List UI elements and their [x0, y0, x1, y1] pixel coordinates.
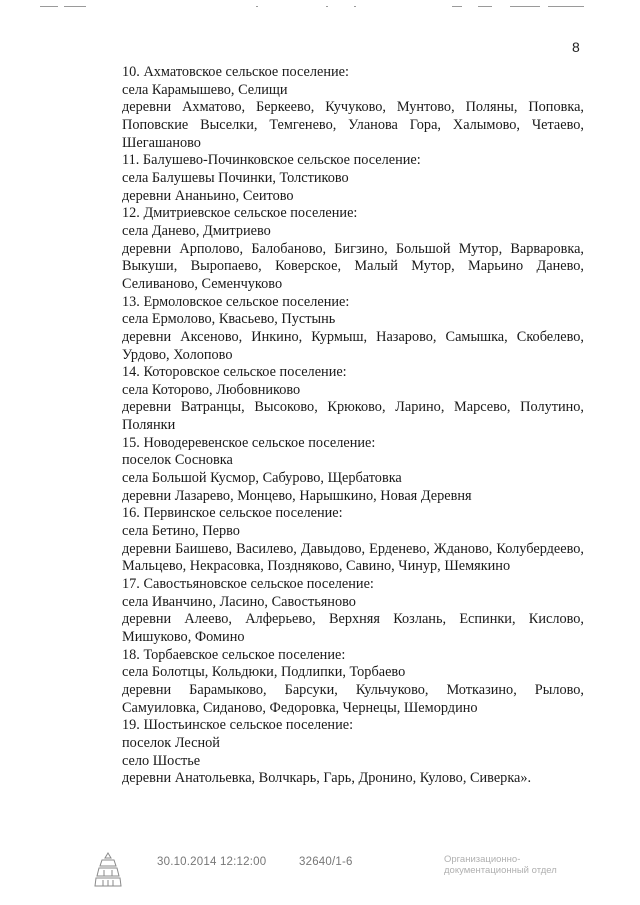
scan-artifacts	[0, 6, 640, 14]
paragraph: села Карамышево, Селищи	[122, 81, 288, 98]
paragraph: 17. Савостьяновское сельское поселение:	[122, 576, 374, 593]
paragraph: 13. Ермоловское сельское поселение:	[122, 293, 350, 310]
footer-date: 30.10.2014 12:12:00	[157, 856, 267, 868]
document-body	[90, 64, 584, 788]
paragraph: деревни Лазарево, Монцево, Нарышкино, Новая Деревня	[122, 487, 472, 504]
page-footer	[0, 848, 640, 898]
paragraph: 10. Ахматовское сельское поселение:	[122, 64, 349, 80]
paragraph: деревни Баишево, Василево, Давыдово, Ерденево, Жданово, Колубердеево, Мальцево, Некрасовка, Поздняково, Савино, Чинур, Шемякино	[122, 540, 584, 575]
stamp-line-2: документационный отдел	[444, 865, 557, 876]
paragraph: 11. Балушево-Починковское сельское поселение:	[122, 152, 421, 169]
paragraph: 12. Дмитриевское сельское поселение:	[122, 205, 358, 222]
paragraph: деревни Алеево, Алферьево, Верхняя Козлань, Еспинки, Кислово, Мишуково, Фомино	[122, 611, 584, 645]
paragraph: села Которово, Любовниково	[122, 381, 301, 398]
paragraph: деревни Барамыково, Барсуки, Кульчуково, Мотказино, Рылово, Самуиловка, Сиданово, Федоровка, Чернецы, Шемордино	[122, 681, 584, 716]
paragraph: села Большой Кусмор, Сабурово, Щербатовка	[122, 470, 402, 487]
paragraph: села Бетино, Перво	[122, 523, 240, 540]
paragraph: деревни Арполово, Балобаново, Бигзино, Большой Мутор, Варваровка, Выкуши, Выропаево, Коверское, Малый Мутор, Марьино Данево, Селиваново, Семенчуково	[122, 240, 584, 292]
paragraph: деревни Ахматово, Беркеево, Кучуково, Мунтово, Поляны, Поповка, Поповские Выселки, Темгенево, Уланова Гора, Халымово, Четаево, Шегашаново	[122, 99, 584, 151]
paragraph: деревни Аксеново, Инкино, Курмыш, Назарово, Самышка, Скобелево, Урдово, Холопово	[122, 328, 584, 363]
paragraph: 18. Торбаевское сельское поселение:	[122, 646, 346, 663]
paragraph: села Балушевы Починки, Толстиково	[122, 169, 349, 186]
paragraph: 14. Которовское сельское поселение:	[122, 364, 347, 381]
paragraph: села Иванчино, Ласино, Савостьяново	[122, 593, 356, 610]
department-stamp	[444, 854, 557, 876]
paragraph: деревни Анатольевка, Волчкарь, Гарь, Дронино, Кулово, Сиверка».	[122, 770, 532, 787]
paragraph: поселок Лесной	[122, 734, 220, 751]
page-number: 8	[572, 39, 580, 55]
paragraph: деревни Ананьино, Сеитово	[122, 187, 294, 204]
paragraph: села Данево, Дмитриево	[122, 222, 271, 239]
paragraph: деревни Ватранцы, Высоково, Крюково, Ларино, Марсево, Полутино, Полянки	[122, 399, 584, 434]
footer-doc-number: 32640/1-6	[299, 856, 353, 868]
paragraph: поселок Сосновка	[122, 452, 233, 469]
paragraph: 19. Шостьинское сельское поселение:	[122, 717, 354, 734]
paragraph: села Ермолово, Квасьево, Пустынь	[122, 311, 336, 328]
paragraph: село Шостье	[122, 752, 201, 769]
paragraph: 16. Первинское сельское поселение:	[122, 505, 343, 522]
paragraph: 15. Новодеревенское сельское поселение:	[122, 434, 376, 451]
stamp-line-1: Организационно-	[444, 854, 521, 865]
paragraph: села Болотцы, Кольдюки, Подлипки, Торбаево	[122, 664, 406, 681]
emblem-icon	[93, 850, 123, 890]
